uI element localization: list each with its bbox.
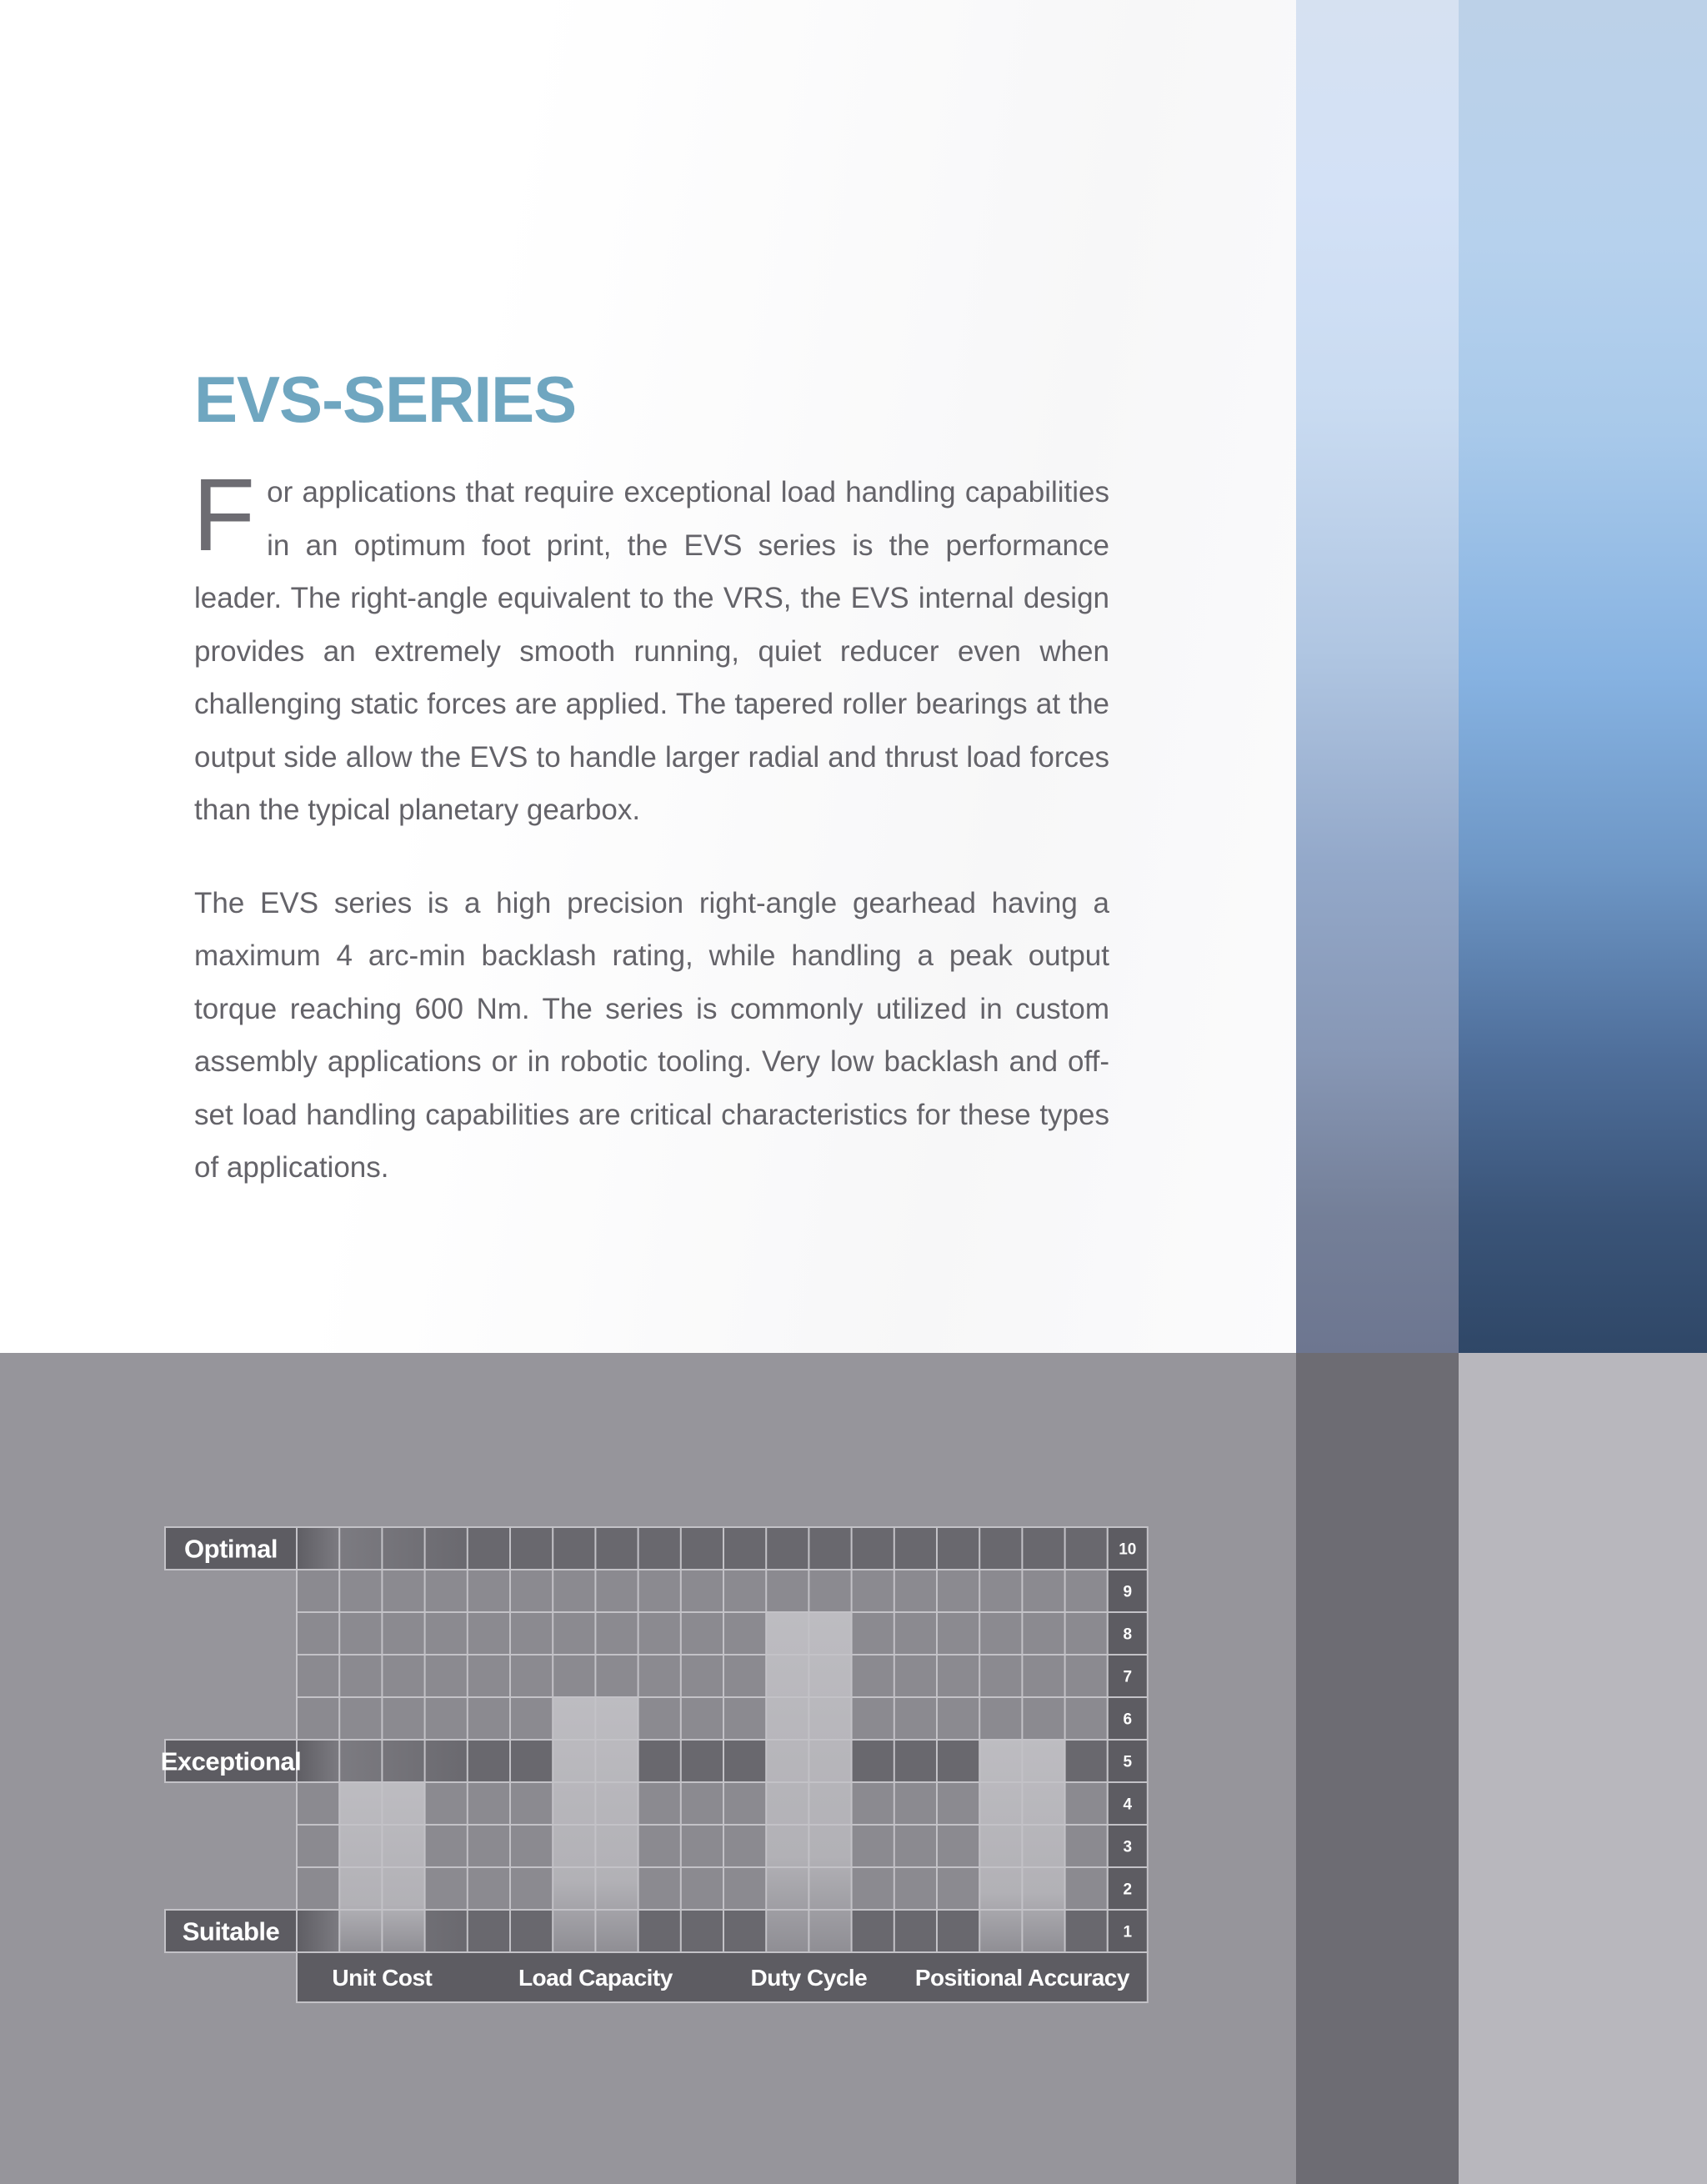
y-tick-label: 9 [1123,1583,1133,1601]
y-tick-label: 4 [1123,1796,1133,1814]
chart-layer [161,1527,1148,2002]
drop-cap: F [193,458,256,573]
paragraph-1-text: or applications that require exceptional load handling capabilities in an optimum foot print, the EVS series is the performance leader. The right-angle equivalent to the VRS, the EVS internal design provides an extremely smooth running, quiet reducer even when challenging static forces are applied. The tapered roller bearings at the output side allow the EVS to handle larger radial and thrust load forces than the typical planetary gearbox. [194,476,1109,826]
y-tick-label: 1 [1123,1923,1133,1941]
category-label: Load Capacity [518,1965,673,1991]
y-tick-label: 7 [1123,1668,1133,1686]
category-label: Unit Cost [332,1965,433,1991]
rating-label: Optimal [184,1534,278,1564]
paragraph-2: The EVS series is a high precision right-angle gearhead having a maximum 4 arc-min backlash rating, while handling a peak output torque reaching 600 Nm. The series is commonly utilized in custom assembly applications or in robotic tooling. Very low backlash and off-set load handling capabilities are critical characteristics for these types of applications. [194,886,1109,1184]
category-label: Positional Accuracy [914,1965,1129,1991]
rating-label: Exceptional [160,1746,302,1776]
y-tick-label: 2 [1123,1881,1133,1899]
y-tick-label: 6 [1123,1711,1133,1729]
y-tick-label: 5 [1123,1753,1133,1771]
rating-label: Suitable [182,1916,280,1946]
category-label: Duty Cycle [750,1965,868,1991]
page-title: EVS-SERIES [194,363,577,436]
y-tick-label: 10 [1119,1540,1137,1559]
y-tick-label: 8 [1123,1625,1133,1644]
y-tick-label: 3 [1123,1838,1133,1856]
